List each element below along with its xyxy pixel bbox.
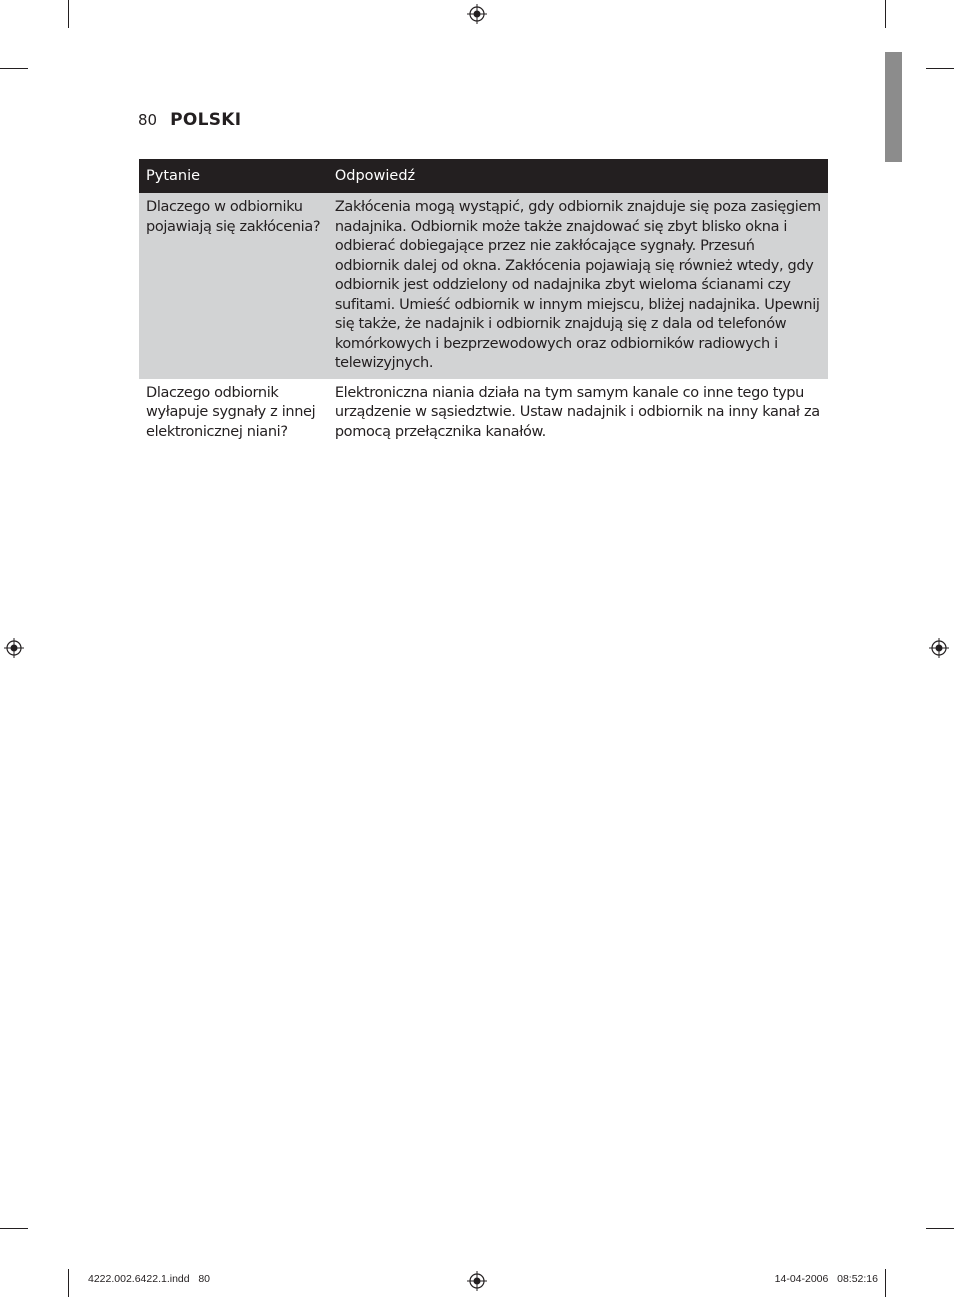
faq-table <box>139 159 828 447</box>
crop-mark-top-right <box>926 68 954 69</box>
section-tab-marker <box>885 52 902 162</box>
crop-mark-bottom-right <box>926 1228 954 1229</box>
column-header-answer: Odpowiedź <box>328 159 828 193</box>
registration-mark-icon <box>4 638 24 658</box>
registration-mark-icon <box>467 1271 487 1291</box>
crop-mark-top-left <box>0 68 28 69</box>
registration-mark-icon <box>929 638 949 658</box>
table-row <box>139 379 828 448</box>
crop-mark-top-right <box>885 0 886 28</box>
question-cell: Dlaczego w odbiorniku pojawiają się zakłócenia? <box>139 193 328 379</box>
page-number: 80 <box>138 111 158 129</box>
registration-mark-icon <box>467 4 487 24</box>
crop-mark-bottom-left <box>0 1228 28 1229</box>
crop-mark-bottom-left <box>68 1269 69 1297</box>
column-header-question: Pytanie <box>139 159 328 193</box>
crop-mark-top-left <box>68 0 69 28</box>
question-cell: Dlaczego odbiornik wyłapuje sygnały z innej elektronicznej niani? <box>146 384 316 440</box>
answer-cell: Elektroniczna niania działa na tym samym kanale co inne tego typu urządzenie w sąsiedztwie. Ustaw nadajnik i odbiornik na inny kanał za pomocą przełącznika kanałów. <box>334 384 820 440</box>
table-header-row <box>139 159 828 193</box>
crop-mark-bottom-right <box>885 1269 886 1297</box>
table-row <box>139 193 828 379</box>
page-header <box>138 110 241 130</box>
answer-cell: Zakłócenia mogą wystąpić, gdy odbiornik znajduje się poza zasięgiem nadajnika. Odbiornik może także znajdować się zbyt blisko okna i odbierać dobiegające przez nie zakłócające sygnały. Przesuń odbiornik dalej od okna. Zakłócenia pojawiają się również wtedy, gdy odbiornik jest oddzielony od nadajnika zbyt wieloma ścianami czy sufitami. Umieść odbiornik w innym miejscu, bliżej nadajnika. Upewnij się także, że nadajnik i odbiornik znajdują się z dala od telefonów komórkowych i bezprzewodowych oraz odbiorników radiowych i telewizyjnych. <box>328 193 828 379</box>
footer-file-info: 4222.002.6422.1.indd 80 <box>88 1273 211 1285</box>
footer-timestamp: 14-04-2006 08:52:16 <box>774 1273 878 1285</box>
language-heading: POLSKI <box>170 110 242 130</box>
